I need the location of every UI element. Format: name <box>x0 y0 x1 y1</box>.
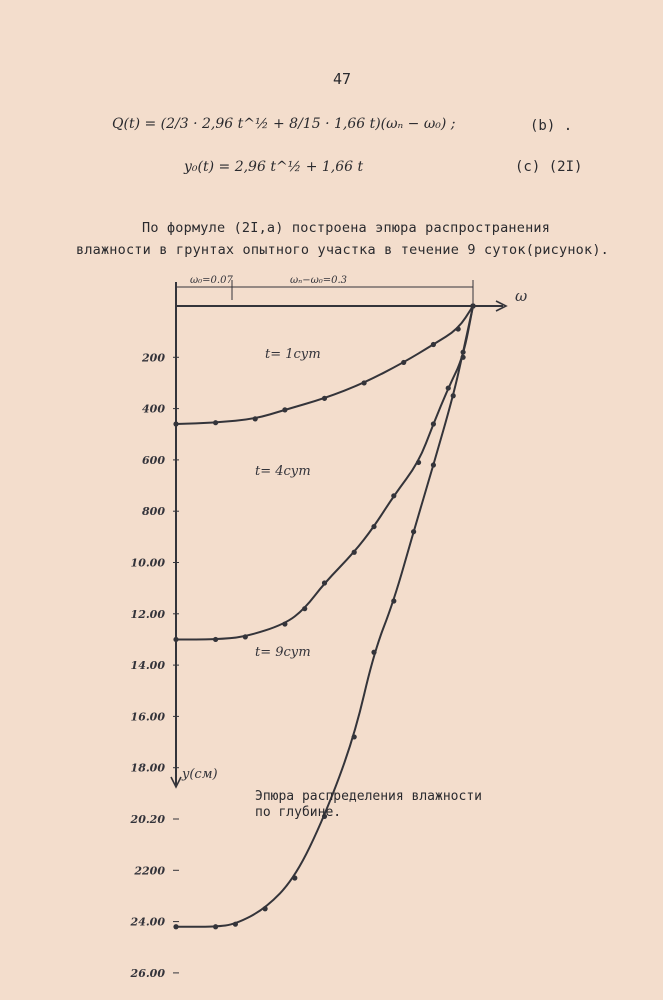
y-tick-label: 26.00 <box>130 966 165 980</box>
data-point <box>371 524 376 529</box>
series-label-3: t= 9сут <box>255 645 311 660</box>
caption-line-2: по глубине. <box>255 805 342 820</box>
data-point <box>362 380 367 385</box>
data-point <box>282 621 287 626</box>
paragraph-line-2: влажности в грунтах опытного участка в течение 9 суток(рисунок). <box>76 242 609 258</box>
y-tick-label: 14.00 <box>130 659 165 673</box>
data-point <box>456 326 461 331</box>
data-point <box>253 416 258 421</box>
annotation-w0: ω₀=0.07 <box>190 275 233 286</box>
data-point <box>391 493 396 498</box>
y-tick-label: 24.00 <box>130 915 165 929</box>
figure-caption <box>255 789 482 821</box>
data-point <box>470 303 475 308</box>
y-tick-label: 16.00 <box>130 710 165 724</box>
data-point <box>461 350 466 355</box>
data-point <box>322 396 327 401</box>
data-point <box>243 634 248 639</box>
data-point <box>302 606 307 611</box>
y-tick-label: 200 <box>142 351 165 365</box>
data-point <box>451 393 456 398</box>
annotation-wn-w0: ωₙ−ω₀=0.3 <box>290 275 348 286</box>
formula-c: y₀(t) = 2,96 t^½ + 1,66 t <box>184 159 364 175</box>
formula-b: Q(t) = (2/3 · 2,96 t^½ + 8/15 · 1,66 t)(ωₙ − ω₀) ; <box>112 116 456 132</box>
y-tick-label: 10.00 <box>130 556 165 570</box>
data-point <box>322 580 327 585</box>
x-axis-label: ω <box>515 287 528 305</box>
data-point <box>431 462 436 467</box>
paragraph-line-1: По формуле (2I,а) построена эпюра распространения <box>142 220 551 236</box>
data-point <box>213 637 218 642</box>
data-point <box>411 529 416 534</box>
y-tick-label: 600 <box>142 453 165 467</box>
data-point <box>292 875 297 880</box>
data-point <box>446 385 451 390</box>
y-tick-label: 400 <box>142 402 165 416</box>
formula-b-label: (b) . <box>530 118 573 134</box>
series-label-1: t= 1сут <box>265 347 321 362</box>
data-point <box>173 924 178 929</box>
data-point <box>173 421 178 426</box>
caption-line-1: Эпюра распределения влажности <box>255 789 482 804</box>
data-point <box>282 407 287 412</box>
data-point <box>352 550 357 555</box>
page-number: 47 <box>333 70 352 88</box>
y-tick-label: 18.00 <box>130 761 165 775</box>
data-point <box>233 922 238 927</box>
data-point <box>431 342 436 347</box>
data-point <box>213 924 218 929</box>
data-point <box>352 734 357 739</box>
data-point <box>391 598 396 603</box>
data-point <box>371 650 376 655</box>
formula-c-label: (c) (2I) <box>515 159 583 175</box>
y-tick-label: 800 <box>142 505 165 519</box>
y-tick-label: 2200 <box>134 864 165 878</box>
data-point <box>401 360 406 365</box>
y-tick-label: 12.00 <box>130 607 165 621</box>
series-line-1 <box>176 306 473 424</box>
data-point <box>431 421 436 426</box>
series-line-2 <box>176 306 473 639</box>
data-point <box>416 460 421 465</box>
data-point <box>263 906 268 911</box>
data-point <box>173 637 178 642</box>
y-tick-label: 20.20 <box>130 813 165 826</box>
series-label-2: t= 4сут <box>255 464 311 479</box>
data-point <box>213 420 218 425</box>
y-axis-label: y(см) <box>182 767 218 782</box>
